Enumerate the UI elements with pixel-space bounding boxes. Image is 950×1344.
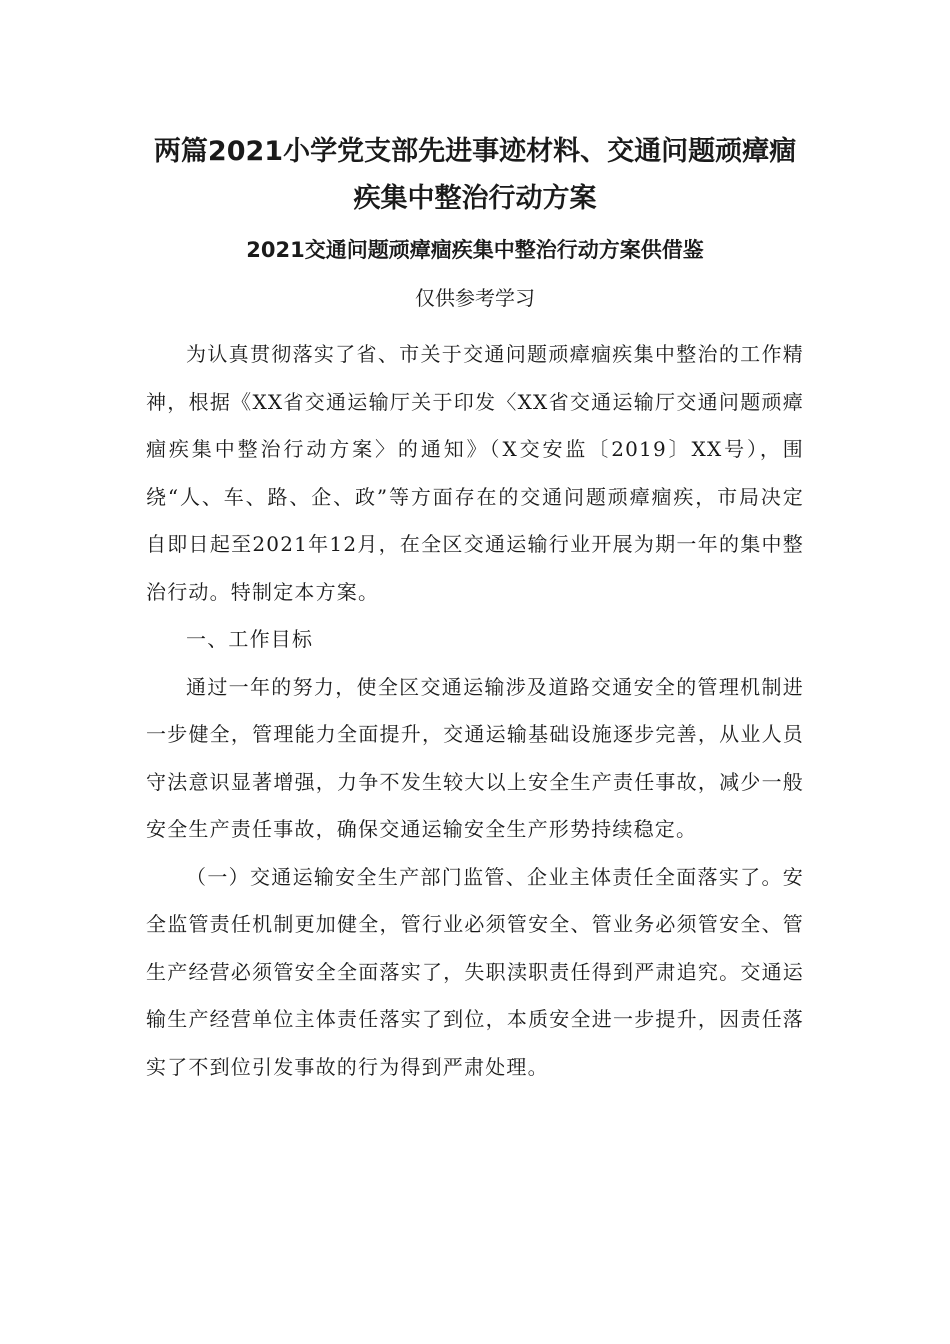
document-title: 两篇2021小学党支部先进事迹材料、交通问题顽瘴痼疾集中整治行动方案 bbox=[153, 136, 797, 214]
reference-note: 仅供参考学习 bbox=[415, 286, 535, 310]
paragraph-intro: 为认真贯彻落实了省、市关于交通问题顽瘴痼疾集中整治的工作精神，根据《XX省交通运输厅关于印发〈XX省交通运输厅交通问题顽瘴痼疾集中整治行动方案〉的通知》（X交安监〔2019〕XX号），围绕“人、车、路、企、政”等方面存在的交通问题顽瘴痼疾，市局决定自即日起至2021年12月，在全区交通运输行业开展为期一年的集中整治行动。特制定本方案。 bbox=[146, 342, 804, 604]
section-heading-goals: 一、工作目标 bbox=[186, 627, 314, 651]
paragraph-responsibility: （一）交通运输安全生产部门监管、企业主体责任全面落实了。安全监管责任机制更加健全，管行业必须管安全、管业务必须管安全、管生产经营必须管安全全面落实了，失职渎职责任得到严肃追究。交通运输生产经营单位主体责任落实了到位，本质安全进一步提升，因责任落实了不到位引发事故的行为得到严肃处理。 bbox=[146, 864, 804, 1079]
document-subtitle: 2021交通问题顽瘴痼疾集中整治行动方案供借鉴 bbox=[246, 238, 704, 262]
document-body bbox=[146, 331, 804, 1091]
paragraph-goals: 通过一年的努力，使全区交通运输涉及道路交通安全的管理机制进一步健全，管理能力全面提升，交通运输基础设施逐步完善，从业人员守法意识显著增强，力争不发生较大以上安全生产责任事故，减少一般安全生产责任事故，确保交通运输安全生产形势持续稳定。 bbox=[146, 674, 804, 841]
